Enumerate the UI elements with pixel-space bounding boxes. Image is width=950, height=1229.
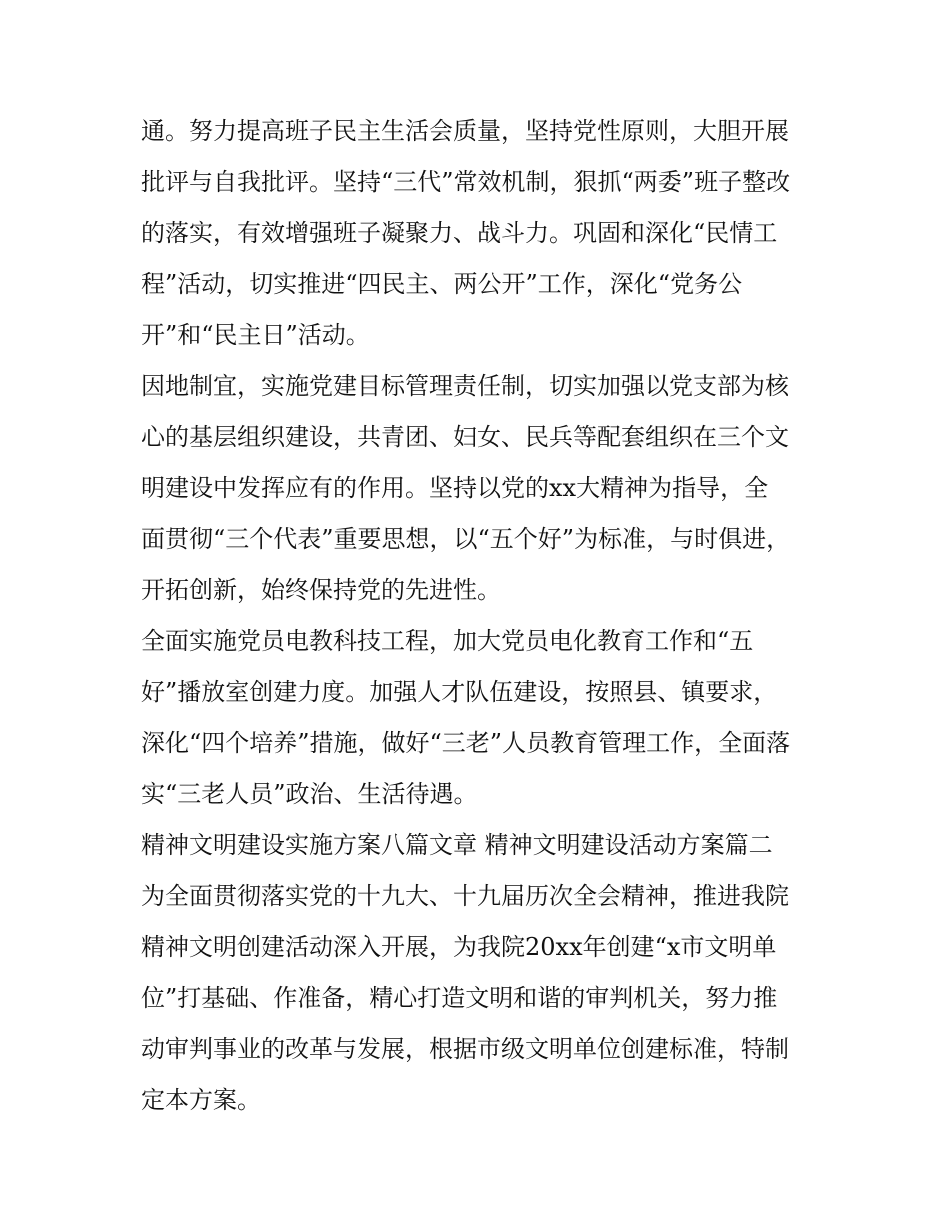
text-line: 明建设中发挥应有的作用。坚持以党的xx大精神为指导，全: [141, 474, 769, 502]
text-line: 实“三老人员”政治、生活待遇。: [141, 780, 478, 808]
document-body: [141, 106, 821, 1126]
text-line: 定本方案。: [141, 1086, 261, 1114]
text-line: 精神文明创建活动深入开展，为我院20xx年创建“x市文明单: [141, 933, 777, 961]
text-line: 为全面贯彻落实党的十九大、十九届历次全会精神，推进我院: [141, 882, 789, 910]
text-line: 开拓创新，始终保持党的先进性。: [141, 576, 501, 604]
text-line: 全面实施党员电教科技工程，加大党员电化教育工作和“五: [141, 627, 754, 655]
text-line: 心的基层组织建设，共青团、妇女、民兵等配套组织在三个文: [141, 423, 789, 451]
section-heading-line: 精神文明建设实施方案八篇文章 精神文明建设活动方案篇二: [141, 831, 773, 859]
text-line: 程”活动，切实推进“四民主、两公开”工作，深化“党务公: [141, 270, 743, 298]
text-line: 深化“四个培养”措施，做好“三老”人员教育管理工作，全面落: [141, 729, 791, 757]
text-line: 位”打基础、作准备，精心打造文明和谐的审判机关，努力推: [141, 984, 778, 1012]
text-line: 批评与自我批评。坚持“三代”常效机制，狠抓“两委”班子整改: [141, 168, 791, 196]
text-line: 面贯彻“三个代表”重要思想，以“五个好”为标准，与时俱进，: [141, 525, 791, 553]
text-line: 好”播放室创建力度。加强人才队伍建设，按照县、镇要求，: [141, 678, 778, 706]
text-line: 通。努力提高班子民主生活会质量，坚持党性原则，大胆开展: [141, 117, 789, 145]
text-line: 开”和“民主日”活动。: [141, 321, 370, 349]
text-line: 因地制宜，实施党建目标管理责任制，切实加强以党支部为核: [141, 372, 789, 400]
text-line: 的落实，有效增强班子凝聚力、战斗力。巩固和深化“民情工: [141, 219, 778, 247]
text-line: 动审判事业的改革与发展，根据市级文明单位创建标准，特制: [141, 1035, 789, 1063]
